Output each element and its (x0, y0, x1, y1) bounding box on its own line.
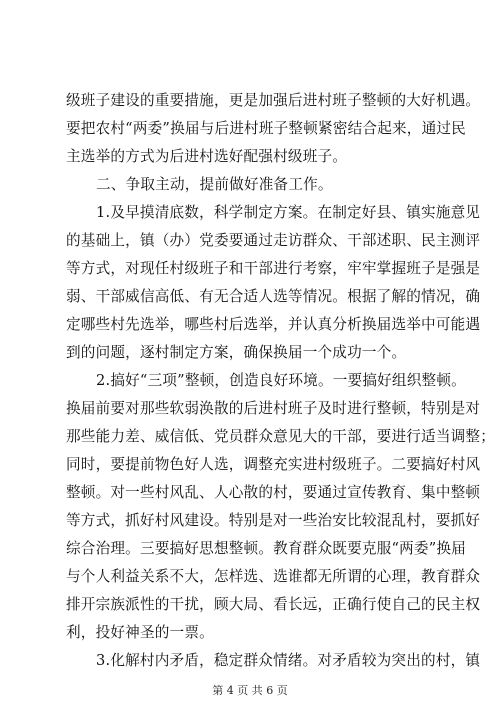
body-line: 与个人利益关系不大，怎样选、选谁都无所谓的心理，教育群众 (66, 568, 481, 585)
body-line: 同时，要提前物色好人选，调整充实进村级班子。二要搞好村风 (66, 456, 481, 473)
body-line: 要把农村“两委”换届与后进村班子整顿紧密结合起来，通过民 (66, 120, 466, 137)
body-line: 整顿。对一些村风乱、人心散的村，要通过宣传教育、集中整顿 (66, 484, 481, 501)
body-line: 等方式，抓好村风建设。特别是对一些治安比较混乱村，要抓好 (66, 512, 481, 529)
body-line: 到的问题，逐村制定方案，确保换届一个成功一个。 (66, 344, 407, 361)
body-line: 级班子建设的重要措施，更是加强后进村班子整顿的大好机遇。 (66, 92, 481, 109)
body-line: 弱、干部威信高低、有无合适人选等情况。根据了解的情况，确 (66, 288, 481, 305)
section-heading: 二、争取主动，提前做好准备工作。 (96, 176, 333, 193)
body-line: 换届前要对那些软弱涣散的后进村班子及时进行整顿，特别是对 (66, 400, 481, 417)
body-line: 2.搞好“三项”整顿，创造良好环境。一要搞好组织整顿。 (96, 372, 466, 389)
page-footer: 第 4 页 共 6 页 (212, 684, 288, 697)
body-line: 那些能力差、威信低、党员群众意见大的干部，要进行适当调整； (66, 428, 496, 445)
body-line: 的基础上，镇（办）党委要通过走访群众、干部述职、民主测评 (66, 232, 481, 249)
body-line: 综合治理。三要搞好思想整顿。教育群众既要克服“两委”换届 (66, 540, 466, 557)
body-line: 1.及早摸清底数，科学制定方案。在制定好县、镇实施意见 (96, 204, 481, 221)
body-line: 3.化解村内矛盾，稳定群众情绪。对矛盾较为突出的村，镇 (96, 652, 481, 669)
body-line: 排开宗族派性的干扰，顾大局、看长远，正确行使自己的民主权 (66, 596, 481, 613)
body-line: 等方式，对现任村级班子和干部进行考察，牢牢掌握班子是强是 (66, 260, 481, 277)
body-line: 利，投好神圣的一票。 (66, 624, 214, 641)
body-line: 定哪些村先选举，哪些村后选举，并认真分析换届选举中可能遇 (66, 316, 481, 333)
body-line: 主选举的方式为后进村选好配强村级班子。 (66, 148, 348, 165)
